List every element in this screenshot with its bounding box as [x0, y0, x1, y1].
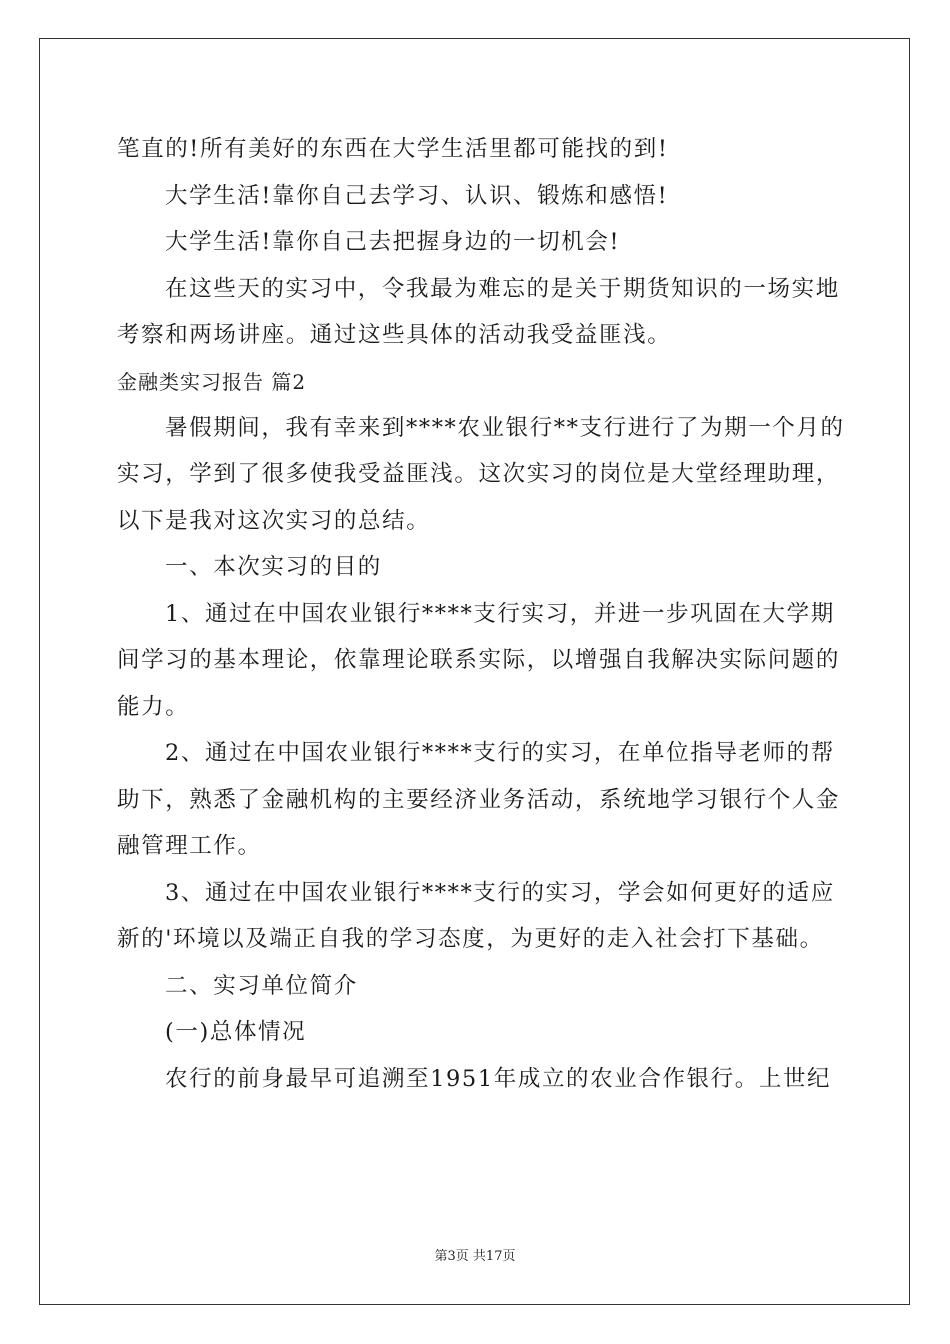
paragraph-line: 2、通过在中国农业银行****支行的实习，在单位指导老师的帮	[165, 740, 835, 766]
page-footer: 第3页 共17页	[434, 1249, 516, 1264]
paragraph-line: 农行的前身最早可追溯至1951年成立的农业合作银行。上世纪	[165, 1065, 832, 1092]
paragraph-line: 以下是我对这次实习的总结。	[117, 507, 431, 534]
paragraph-line: 在这些天的实习中，令我最为难忘的是关于期货知识的一场实地	[165, 275, 840, 302]
paragraph-line: (一)总体情况	[165, 1019, 307, 1045]
paragraph-line: 二、实习单位简介	[165, 972, 358, 999]
document-body	[117, 126, 845, 1102]
paragraph-line: 3、通过在中国农业银行****支行的实习，学会如何更好的适应	[165, 879, 835, 906]
paragraph-line: 新的'环境以及端正自我的学习态度，为更好的走入社会打下基础。	[117, 926, 824, 952]
paragraph-line: 大学生活!靠你自己去学习、认识、锻炼和感悟!	[165, 182, 669, 209]
paragraph-line: 考察和两场讲座。通过这些具体的活动我受益匪浅。	[117, 322, 672, 348]
paragraph-line: 间学习的基本理论，依靠理论联系实际，以增强自我解决实际问题的	[117, 647, 841, 673]
paragraph-line: 融管理工作。	[117, 833, 262, 859]
paragraph-line: 助下，熟悉了金融机构的主要经济业务活动，系统地学习银行个人金	[117, 786, 841, 813]
paragraph-line: 实习，学到了很多使我受益匪浅。这次实习的岗位是大堂经理助理，	[117, 461, 841, 487]
paragraph-line: 暑假期间，我有幸来到****农业银行**支行进行了为期一个月的	[165, 414, 845, 441]
paragraph-line: 能力。	[117, 693, 190, 720]
paragraph-line: 大学生活!靠你自己去把握身边的一切机会!	[165, 229, 621, 255]
paragraph-line: 1、通过在中国农业银行****支行实习，并进一步巩固在大学期	[165, 600, 835, 627]
paragraph-line: 一、本次实习的目的	[165, 554, 382, 580]
section-heading: 金融类实习报告 篇2	[117, 369, 307, 394]
paragraph-line: 笔直的!所有美好的东西在大学生活里都可能找的到!	[117, 136, 669, 162]
